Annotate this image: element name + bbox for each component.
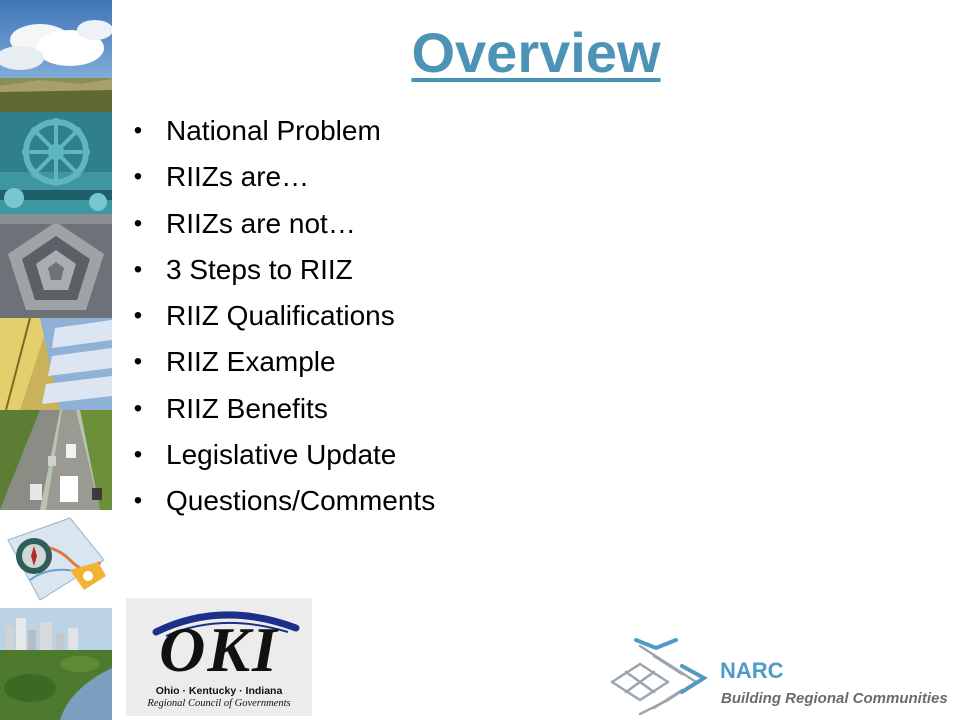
narc-mark-icon xyxy=(606,636,712,716)
bullet-text: Legislative Update xyxy=(166,439,397,471)
bullet-text: Questions/Comments xyxy=(166,485,436,517)
bullet-text: RIIZs are… xyxy=(166,161,310,193)
building-facade-photo xyxy=(0,318,112,410)
bullet-icon: • xyxy=(133,441,143,469)
page-title xyxy=(112,18,960,88)
oki-logo xyxy=(126,598,312,716)
bullet-icon: • xyxy=(133,302,143,330)
bullet-text: 3 Steps to RIIZ xyxy=(166,253,353,285)
bullet-icon: • xyxy=(133,394,143,422)
title-text: Overview xyxy=(411,21,661,84)
bullet-icon: • xyxy=(133,209,143,237)
ship-wheel-machinery-photo xyxy=(0,112,112,214)
narc-name: NARC xyxy=(720,658,784,683)
bullet-icon: • xyxy=(133,117,143,144)
bullet-icon: • xyxy=(133,348,143,376)
oki-states-text: Ohio · Kentucky · Indiana xyxy=(155,685,283,697)
bullet-text: RIIZs are not… xyxy=(166,207,356,239)
highway-traffic-photo xyxy=(0,410,112,510)
clouds-landscape-photo xyxy=(0,0,112,112)
pentagon-building-photo xyxy=(0,214,112,318)
bullet-text: National Problem xyxy=(166,115,381,146)
bullet-text: RIIZ Benefits xyxy=(166,392,328,424)
bullet-text: RIIZ Qualifications xyxy=(166,300,395,332)
map-compass-photo xyxy=(0,510,112,608)
bullet-text: RIIZ Example xyxy=(166,346,336,378)
city-river-photo xyxy=(0,608,112,720)
photo-strip xyxy=(0,0,112,720)
oki-council-text: Regional Council of Governments xyxy=(147,698,291,709)
bullet-icon: • xyxy=(133,255,143,283)
narc-tagline: Building Regional Communities xyxy=(721,690,948,707)
bullet-icon: • xyxy=(133,163,143,191)
bullet-icon: • xyxy=(133,487,143,515)
oki-letters: OKI xyxy=(159,614,279,685)
